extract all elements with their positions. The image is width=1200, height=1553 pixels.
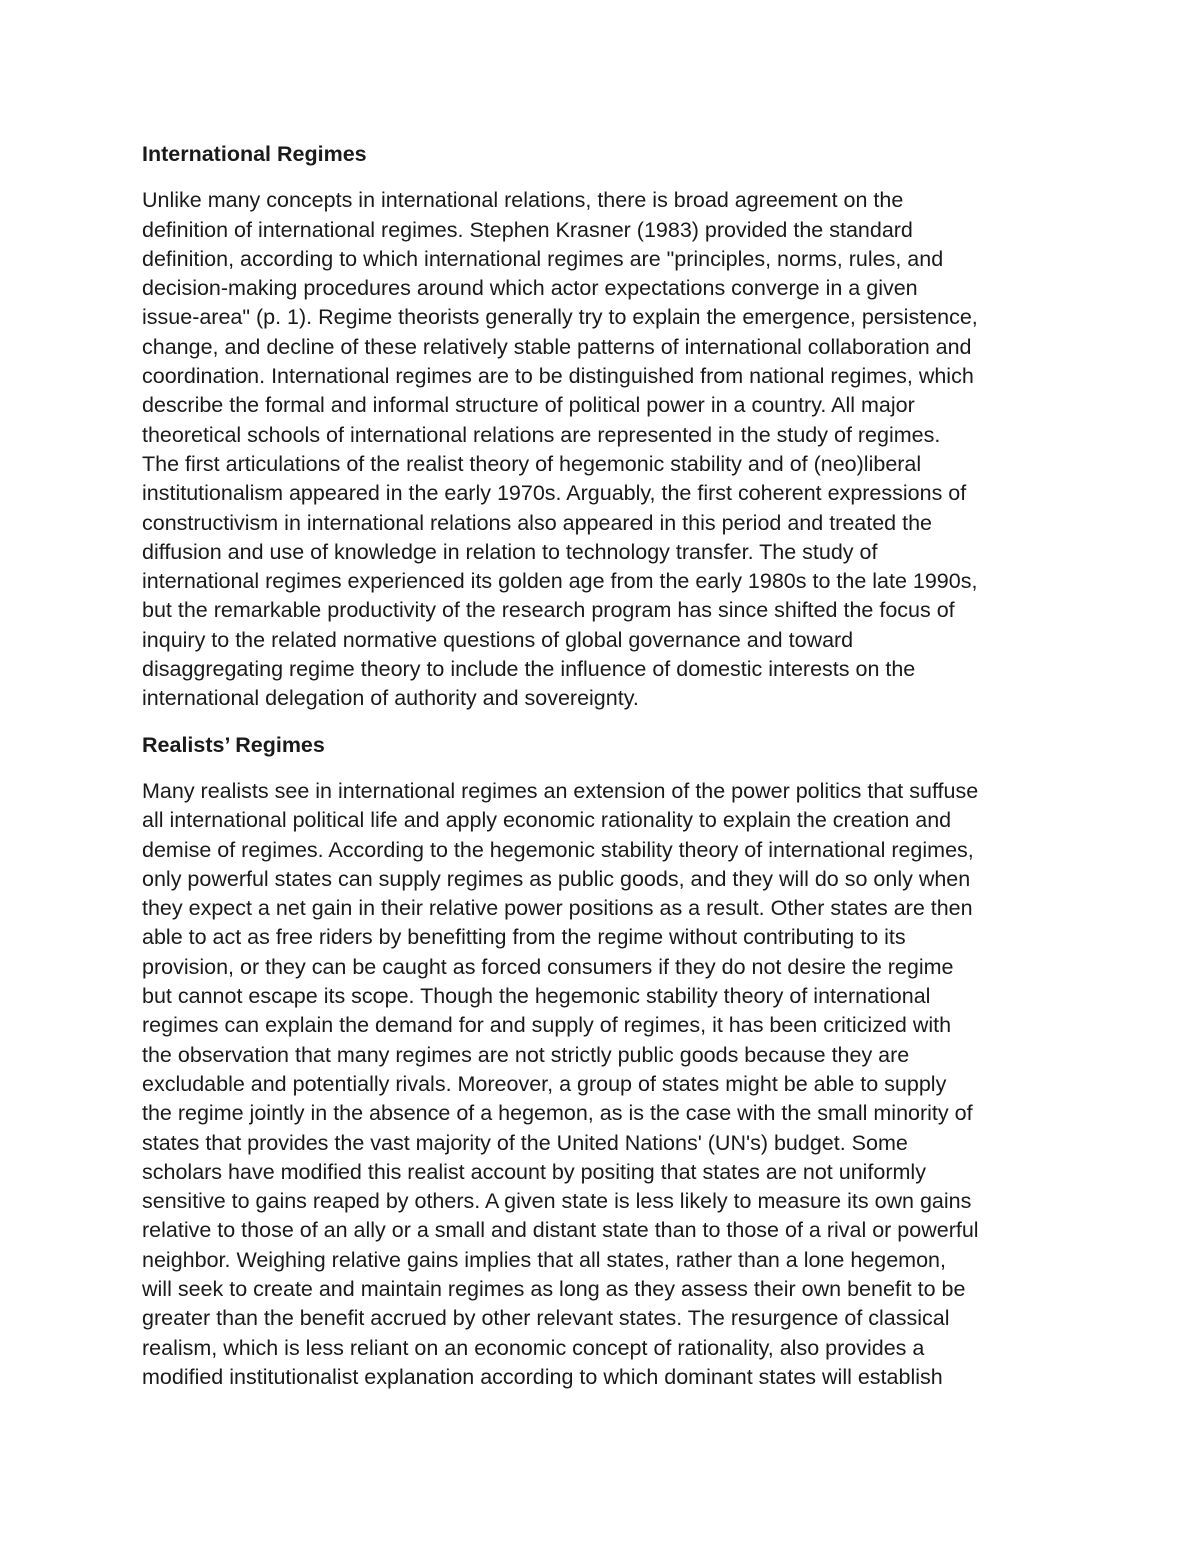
text-line: the regime jointly in the absence of a hegemon, as is the case with the small minority of — [142, 1101, 973, 1126]
text-line: definition of international regimes. Stephen Krasner (1983) provided the standard — [142, 217, 913, 242]
text-line: realism, which is less reliant on an economic concept of rationality, also provides a — [142, 1335, 925, 1360]
text-line: but cannot escape its scope. Though the hegemonic stability theory of international — [142, 984, 931, 1009]
text-line: international regimes experienced its golden age from the early 1980s to the late 1990s, — [142, 569, 978, 594]
text-line: The first articulations of the realist theory of hegemonic stability and of (neo)liberal — [142, 451, 922, 476]
paragraph-realists-regimes — [142, 777, 1062, 1392]
section-heading-international-regimes: International Regimes — [142, 142, 367, 166]
text-line: all international political life and apply economic rationality to explain the creation and — [142, 808, 952, 833]
spacer — [142, 169, 1062, 186]
text-line: but the remarkable productivity of the research program has since shifted the focus of — [142, 598, 955, 623]
text-line: demise of regimes. According to the hegemonic stability theory of international regimes, — [142, 837, 974, 862]
text-line: sensitive to gains reaped by others. A given state is less likely to measure its own gains — [142, 1189, 972, 1214]
text-line: provision, or they can be caught as forced consumers if they do not desire the regime — [142, 954, 954, 979]
text-line: neighbor. Weighing relative gains implies that all states, rather than a lone hegemon, — [142, 1247, 946, 1272]
text-line: scholars have modified this realist account by positing that states are not uniformly — [142, 1159, 926, 1184]
text-line: theoretical schools of international relations are represented in the study of regimes. — [142, 422, 941, 447]
text-line: institutionalism appeared in the early 1970s. Arguably, the first coherent expressions of — [142, 481, 967, 506]
spacer — [142, 760, 1062, 777]
text-line: modified institutionalist explanation according to which dominant states will establish — [142, 1364, 943, 1389]
text-line: only powerful states can supply regimes as public goods, and they will do so only when — [142, 866, 971, 891]
text-line: change, and decline of these relatively stable patterns of international collaboration and — [142, 334, 972, 359]
text-line: regimes can explain the demand for and supply of regimes, it has been criticized with — [142, 1013, 952, 1038]
text-line: relative to those of an ally or a small and distant state than to those of a rival or powerful — [142, 1218, 979, 1243]
text-line: states that provides the vast majority of the United Nations' (UN's) budget. Some — [142, 1130, 908, 1155]
text-line: issue-area" (p. 1). Regime theorists generally try to explain the emergence, persistence, — [142, 305, 978, 330]
text-line: excludable and potentially rivals. Moreover, a group of states might be able to supply — [142, 1071, 947, 1096]
text-line: able to act as free riders by benefitting from the regime without contributing to its — [142, 925, 906, 950]
text-line: describe the formal and informal structure of political power in a country. All major — [142, 393, 915, 418]
text-line: international delegation of authority and sovereignty. — [142, 686, 639, 711]
text-line: coordination. International regimes are to be distinguished from national regimes, which — [142, 364, 974, 389]
text-line: Unlike many concepts in international relations, there is broad agreement on the — [142, 188, 904, 213]
text-line: will seek to create and maintain regimes as long as they assess their own benefit to be — [142, 1276, 966, 1301]
text-line: the observation that many regimes are not strictly public goods because they are — [142, 1042, 910, 1067]
document-page — [142, 140, 1062, 1392]
text-line: constructivism in international relations also appeared in this period and treated the — [142, 510, 932, 535]
text-line: diffusion and use of knowledge in relation to technology transfer. The study of — [142, 539, 878, 564]
text-line: definition, according to which international regimes are "principles, norms, rules, and — [142, 246, 944, 271]
text-line: decision-making procedures around which actor expectations converge in a given — [142, 276, 918, 301]
spacer — [142, 714, 1062, 731]
paragraph-international-regimes — [142, 186, 1062, 713]
text-line: inquiry to the related normative questions of global governance and toward — [142, 627, 854, 652]
text-line: disaggregating regime theory to include the influence of domestic interests on the — [142, 657, 916, 682]
text-line: they expect a net gain in their relative power positions as a result. Other states are then — [142, 896, 973, 921]
section-heading-realists-regimes: Realists’ Regimes — [142, 732, 325, 757]
text-line: greater than the benefit accrued by other relevant states. The resurgence of classical — [142, 1306, 950, 1331]
text-line: Many realists see in international regimes an extension of the power politics that suffuse — [142, 778, 979, 803]
